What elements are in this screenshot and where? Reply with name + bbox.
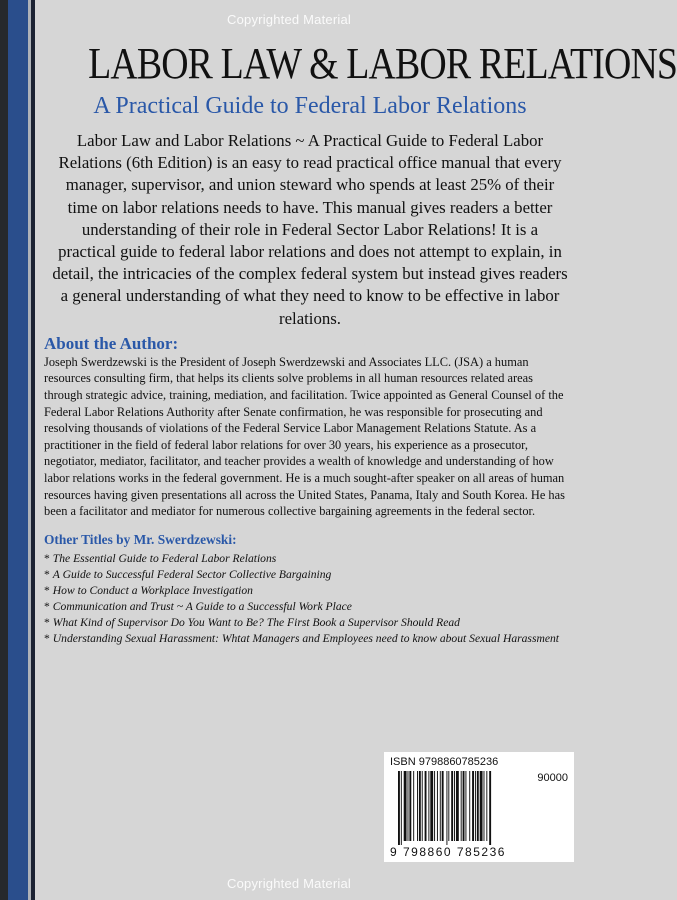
ean-digits: 9 798860 785236 bbox=[390, 845, 506, 859]
watermark-bottom: Copyrighted Material bbox=[227, 876, 351, 891]
other-titles-heading: Other Titles by Mr. Swerdzewski: bbox=[44, 531, 237, 547]
list-item: * The Essential Guide to Federal Labor Relations bbox=[44, 551, 277, 565]
book-title: LABOR LAW & LABOR RELATIONS bbox=[88, 39, 677, 88]
list-item: * Communication and Trust ~ A Guide to a Successful Work Place bbox=[44, 599, 352, 613]
list-item: * What Kind of Supervisor Do You Want to Be? The First Book a Supervisor Should Read bbox=[44, 615, 460, 629]
book-description: Labor Law and Labor Relations ~ A Practical Guide to Federal Labor Relations (6th Edition) is an easy to read practical office manual that every manager, supervisor, and union steward who spends at least 25% of their time on labor relations needs to have. This manual gives readers a better understanding of their role in Federal Sector Labor Relations! It is a practical guide to federal labor relations and does not attempt to explain, in detail, the intricacies of the complex federal system but instead gives readers a general understanding of what they need to know to be effective in labor relations. bbox=[52, 131, 568, 328]
book-subtitle: A Practical Guide to Federal Labor Relations bbox=[93, 93, 527, 119]
other-titles-list bbox=[44, 551, 566, 647]
list-item: * How to Conduct a Workplace Investigation bbox=[44, 583, 253, 597]
spine-blue-strip bbox=[8, 0, 28, 900]
price-code: 90000 bbox=[537, 772, 568, 784]
barcode-icon bbox=[398, 771, 522, 845]
back-cover-content bbox=[44, 38, 677, 647]
spine-dark-strip bbox=[0, 0, 8, 900]
author-bio: Joseph Swerdzewski is the President of Joseph Swerdzewski and Associates LLC. (JSA) a human resources consulting firm, that helps its clients solve problems in all human resources related areas through strategic advice, training, mediation, and facilitation. Twice appointed as General Counsel of the Federal Labor Relations Authority after Senate confirmation, he was responsible for prosecuting and resolving thousands of violations of the Federal Service Labor Management Relations Statute. As a practitioner in the field of federal labor relations for over 30 years, his experience as a prosecutor, negotiator, mediator, facilitator, and teacher provides a wealth of knowledge and understanding of how labor relations works in the federal government. He is a much sought-after speaker on all areas of human resources having given presentations all across the United States, Panama, Italy and South Korea. He has been a facilitator and mediator for numerous collective bargaining agreements in the federal sector. bbox=[44, 354, 565, 519]
watermark-top: Copyrighted Material bbox=[227, 12, 351, 27]
isbn-label: ISBN 9798860785236 bbox=[390, 756, 499, 768]
list-item: * A Guide to Successful Federal Sector Collective Bargaining bbox=[44, 567, 332, 581]
spine-navy-strip bbox=[31, 0, 35, 900]
list-item: * Understanding Sexual Harassment: Whtat Managers and Employees need to know about Sexual Harassment bbox=[44, 631, 559, 645]
about-author-heading: About the Author: bbox=[44, 333, 179, 353]
barcode-panel bbox=[384, 752, 574, 862]
